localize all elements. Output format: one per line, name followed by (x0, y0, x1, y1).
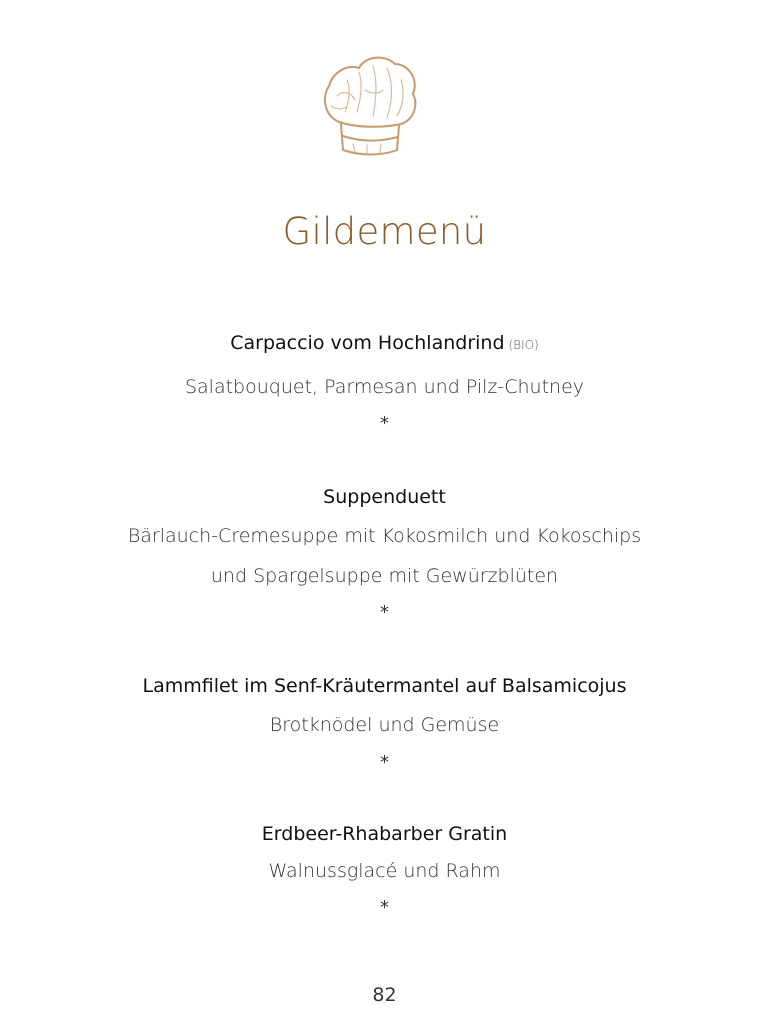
dish-title: Suppenduett (323, 486, 446, 508)
dish-title: Lammfilet im Senf-Kräutermantel auf Balsamicojus (142, 675, 627, 697)
dish-description: und Spargelsuppe mit Gewürzblüten (210, 565, 559, 587)
page-title: Gildemenü (282, 210, 487, 253)
dish-description: Salatbouquet, Parmesan und Pilz-Chutney (184, 376, 585, 398)
course-separator: * (380, 752, 389, 773)
dish-name: Carpaccio vom Hochlandrind (230, 332, 505, 354)
organic-tag: (BIO) (508, 338, 539, 352)
course-separator: * (380, 413, 389, 434)
dish-title (0, 331, 769, 357)
dish-description: Bärlauch-Cremesuppe mit Kokosmilch und Kokoschips (127, 525, 642, 547)
chef-hat-icon (317, 50, 421, 160)
dish-description: Brotknödel und Gemüse (269, 714, 500, 736)
page-number: 82 (372, 984, 397, 1006)
dish-title: Erdbeer-Rhabarber Gratin (261, 823, 508, 845)
course-separator: * (380, 897, 389, 918)
course-separator: * (380, 602, 389, 623)
dish-description: Walnussglacé und Rahm (268, 860, 501, 882)
